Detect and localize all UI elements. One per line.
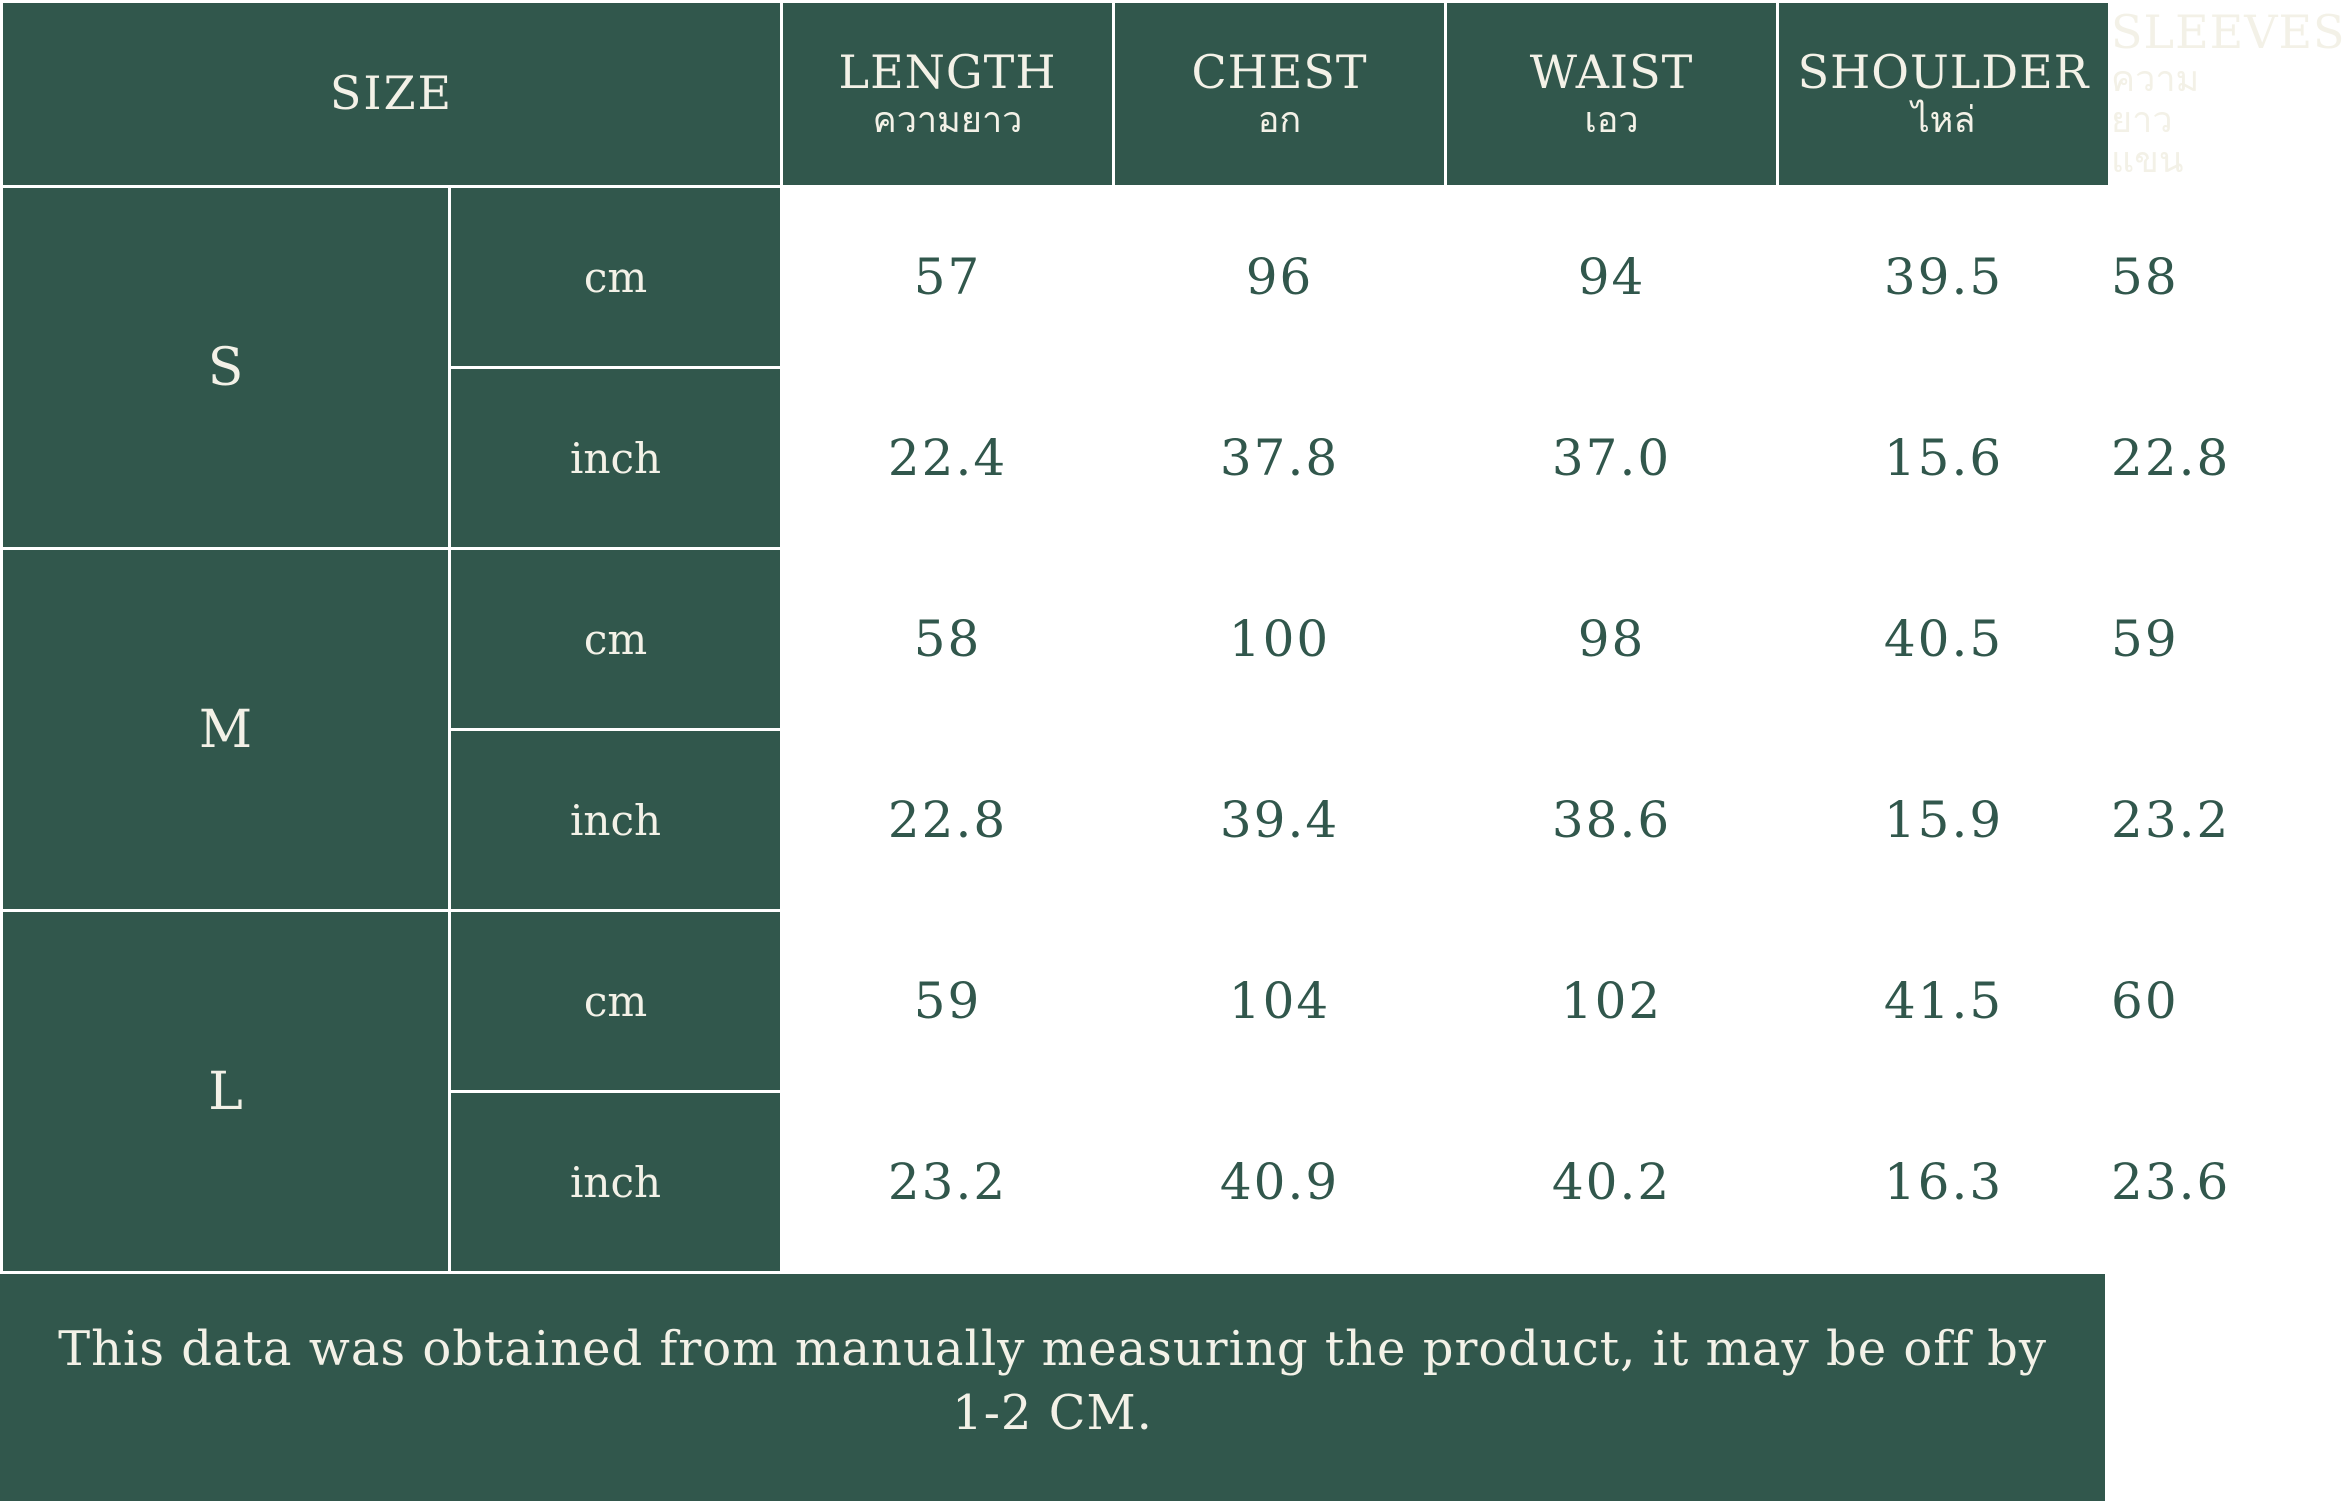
header-waist-th: เอว — [1584, 99, 1639, 141]
value-l-cm-shoulder: 41.5 — [1778, 911, 2110, 1092]
header-shoulder-en: SHOULDER — [1797, 45, 2090, 100]
unit-cm: cm — [450, 911, 782, 1092]
value-l-cm-length: 59 — [782, 911, 1114, 1092]
value-l-inch-length: 23.2 — [782, 1092, 1114, 1273]
unit-inch: inch — [450, 1092, 782, 1273]
table-row: inch 23.2 40.9 40.2 16.3 23.6 — [2, 1092, 2110, 1273]
value-s-inch-length: 22.4 — [782, 368, 1114, 549]
table-row: L cm 59 104 102 41.5 60 — [2, 911, 2110, 1092]
header-size-label: SIZE — [329, 66, 454, 121]
value-s-cm-shoulder: 39.5 — [1778, 187, 2110, 368]
table-header-row: SIZE LENGTH ความยาว CHEST อก WAIST เอว SHOULDER ไหล่ SLEEVES ความยาวแขน — [2, 2, 2110, 187]
header-length — [782, 2, 1114, 187]
value-m-inch-shoulder: 15.9 — [1778, 730, 2110, 911]
value-l-inch-waist: 40.2 — [1446, 1092, 1778, 1273]
size-label-m: M — [2, 549, 450, 911]
value-l-inch-chest: 40.9 — [1114, 1092, 1446, 1273]
header-shoulder — [1778, 2, 2110, 187]
header-length-en: LENGTH — [838, 45, 1057, 100]
header-shoulder-th: ไหล่ — [1911, 99, 1976, 141]
value-m-cm-chest: 100 — [1114, 549, 1446, 730]
value-s-cm-length: 57 — [782, 187, 1114, 368]
table-row: S cm 57 96 94 39.5 58 — [2, 187, 2110, 368]
measurement-disclaimer: This data was obtained from manually measuring the product, it may be off by 1-2 CM. — [0, 1274, 2105, 1501]
value-m-inch-waist: 38.6 — [1446, 730, 1778, 911]
table-row: inch 22.4 37.8 37.0 15.6 22.8 — [2, 368, 2110, 549]
unit-cm: cm — [450, 187, 782, 368]
header-size — [2, 2, 782, 187]
value-l-cm-chest: 104 — [1114, 911, 1446, 1092]
value-m-cm-length: 58 — [782, 549, 1114, 730]
size-label-s: S — [2, 187, 450, 549]
header-chest-th: อก — [1257, 99, 1302, 141]
unit-inch: inch — [450, 730, 782, 911]
size-label-l: L — [2, 911, 450, 1273]
value-s-cm-waist: 94 — [1446, 187, 1778, 368]
header-length-th: ความยาว — [872, 99, 1023, 141]
table-row: inch 22.8 39.4 38.6 15.9 23.2 — [2, 730, 2110, 911]
value-s-inch-waist: 37.0 — [1446, 368, 1778, 549]
value-l-inch-shoulder: 16.3 — [1778, 1092, 2110, 1273]
unit-cm: cm — [450, 549, 782, 730]
value-s-cm-chest: 96 — [1114, 187, 1446, 368]
value-m-cm-shoulder: 40.5 — [1778, 549, 2110, 730]
value-m-cm-waist: 98 — [1446, 549, 1778, 730]
value-l-cm-waist: 102 — [1446, 911, 1778, 1092]
header-waist-en: WAIST — [1529, 45, 1694, 100]
header-chest — [1114, 2, 1446, 187]
value-m-inch-chest: 39.4 — [1114, 730, 1446, 911]
value-m-inch-length: 22.8 — [782, 730, 1114, 911]
value-s-inch-chest: 37.8 — [1114, 368, 1446, 549]
value-s-inch-shoulder: 15.6 — [1778, 368, 2110, 549]
header-chest-en: CHEST — [1191, 45, 1368, 100]
header-waist — [1446, 2, 1778, 187]
unit-inch: inch — [450, 368, 782, 549]
table-row: M cm 58 100 98 40.5 59 — [2, 549, 2110, 730]
